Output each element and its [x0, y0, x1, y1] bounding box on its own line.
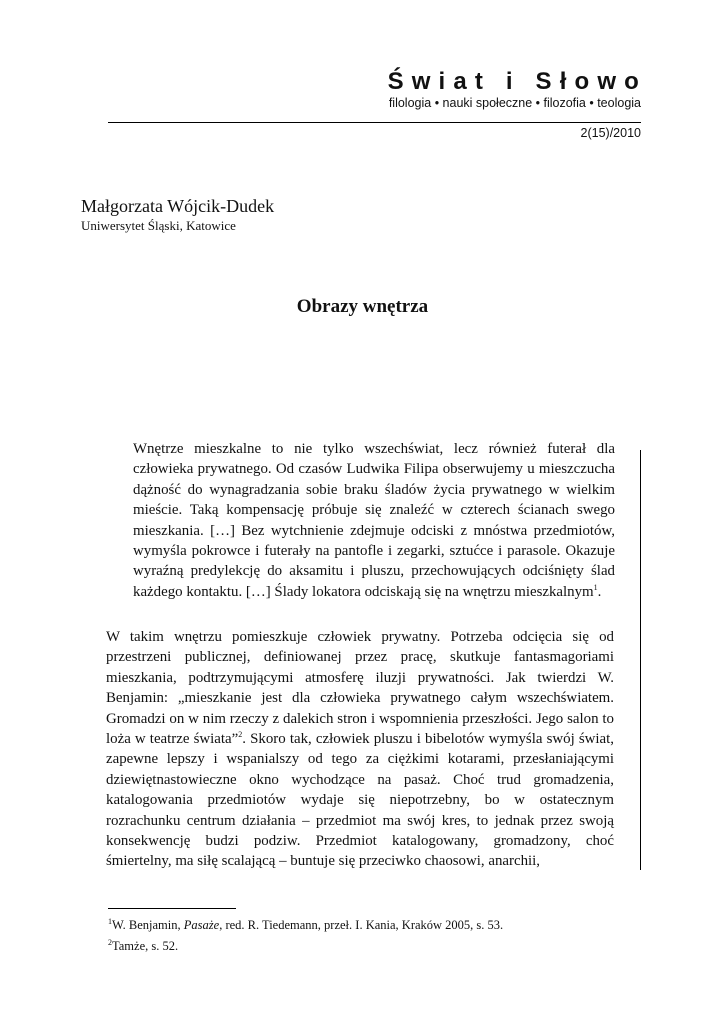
footnote-2	[108, 934, 608, 955]
footnote-1	[108, 913, 608, 934]
body-text-part1: W takim wnętrzu pomieszkuje człowiek prywatny. Potrzeba odcięcia się od przestrzeni publicznej, definiowanej przez pracę, skutkuje fantasmagoriami mieszkania, podtrzymującymi atmosferę iluzji prywatności. Jak twierdzi W. Benjamin: „mieszkanie jest dla człowieka prywatnego całym wszechświatem. Gromadzi on w nim rzeczy z dalekich stron i wspomnienia przeszłości. Jego salon to loża w teatrze świata”	[106, 629, 614, 748]
footnote-text: Tamże, s. 52.	[112, 939, 179, 954]
author-affiliation: Uniwersytet Śląski, Katowice	[81, 218, 236, 233]
footnote-number: 1	[108, 917, 112, 926]
margin-line	[640, 450, 641, 870]
footnote-text-end: , red. R. Tiedemann, przeł. I. Kania, Kraków 2005, s. 53.	[219, 918, 504, 933]
footnote-number: 2	[108, 938, 112, 948]
body-paragraph	[106, 627, 614, 872]
issue-number: 2(15)/2010	[580, 126, 641, 140]
journal-subtitle: filologia • nauki społeczne • filozofia • teologia	[388, 96, 641, 110]
footnote-text: W. Benjamin,	[112, 918, 184, 933]
journal-title: Świat i Słowo	[387, 68, 647, 95]
footnote-italic: Pasaże	[183, 918, 220, 933]
journal-header	[108, 68, 647, 111]
block-quote: Wnętrze mieszkalne to nie tylko wszechświat, lecz również futerał dla człowieka prywatnego. Od czasów Ludwika Filipa obserwujemy u mieszczucha dążność do wynagradzania sobie braku śladów życia prywatnego w wielkim mieście. Taką kompensację próbuje się znaleźć w czterech ścianach swego mieszkania. […] Bez wytchnienie zdejmuje odciski z mnóstwa przedmiotów, wymyśla pokrowce i futerały na pantofle i zegarki, sztućce i parasole. Okazuje wyraźną predylekcję do aksamitu i pluszu, przechowujących odciśnięty ślad każdego kontaktu. […] Ślady lokatora odciskają się na wnętrzu mieszkalnym$^1$.	[133, 441, 615, 600]
footnote-rule	[108, 908, 236, 909]
author-name: Małgorzata Wójcik-Dudek	[81, 196, 275, 216]
footnote-ref-1[interactable]: 1	[593, 582, 598, 592]
header-rule	[108, 122, 641, 123]
quote-text: Wnętrze mieszkalne to nie tylko wszechświat, lecz również futerał dla człowieka prywatnego. Od czasów Ludwika Filipa obserwujemy u mieszczucha dążność do wynagradzania sobie braku śladów życia prywatnego w wielkim mieście. Taką kompensację próbuje się znaleźć w czterech ścianach swego mieszkania. […] Bez wytchnienie zdejmuje odciski z mnóstwa przedmiotów, wymyśla pokrowce i futerały na pantofle i zegarki, sztućce i parasole. Okazuje wyraźną predylekcję do aksamitu i pluszu, przechowujących odciśnięty ślad każdego kontaktu. […] Ślady lokatora odciskają się na wnętrzu mieszkalnym	[133, 441, 615, 600]
article-title: Obrazy wnętrza	[296, 296, 429, 317]
footnote-ref-2[interactable]: 2	[238, 730, 243, 740]
body-text-part2: . Skoro tak, człowiek pluszu i bibelotów wymyśla swój świat, zapewne lepszy i wspanialszy od tego za ciężkimi kotarami, przesłaniającymi dziewiętnastowieczne okno wychodzące na pasaż. Choć trud gromadzenia, katalogowania przedmiotów wydaje się niepotrzebny, bo w ostatecznym rozrachunku centrum działania – przedmiot ma swój kres, to jednak przez swoją konsekwencję budzi podziw. Przedmiot katalogowany, gromadzony, choć śmiertelny, ma siłę scalającą – buntuje się przeciwko chaosowi, anarchii,	[106, 731, 614, 870]
footnotes	[108, 913, 608, 955]
